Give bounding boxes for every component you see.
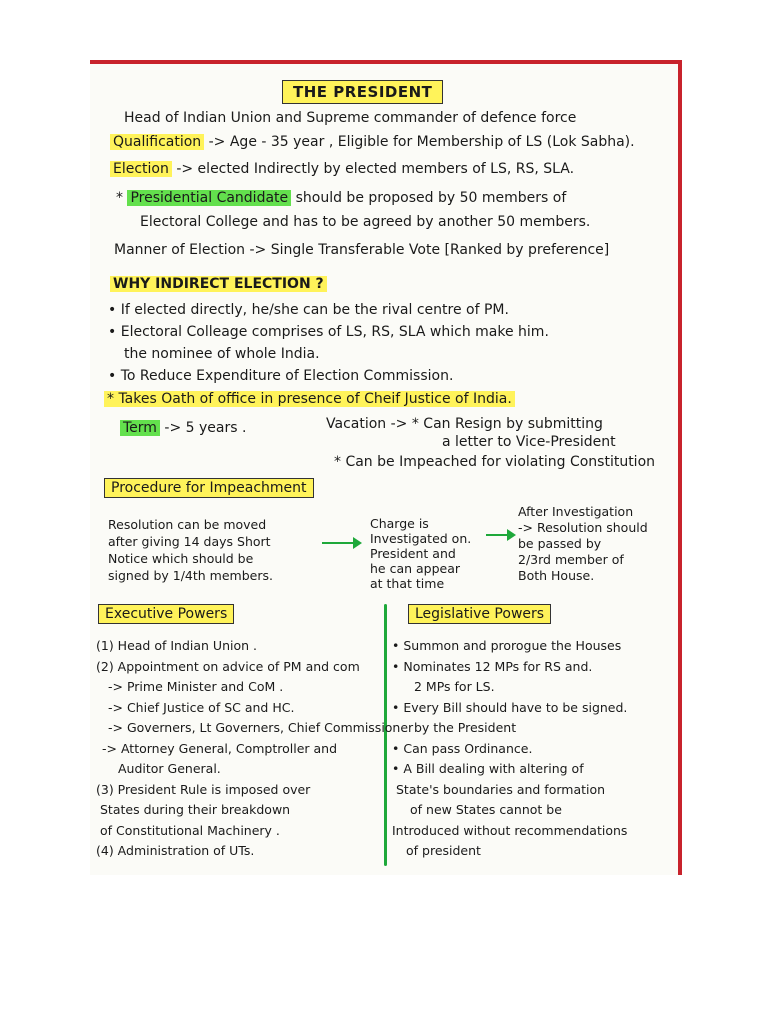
legislative-item: • Every Bill should have to be signed. bbox=[392, 699, 628, 715]
step2-line: at that time bbox=[370, 576, 445, 591]
vacation-line: Vacation -> * Can Resign by submitting bbox=[326, 416, 603, 432]
candidate-label: Presidential Candidate bbox=[127, 190, 291, 206]
executive-item: (3) President Rule is imposed over bbox=[96, 781, 311, 797]
step3-line: be passed by bbox=[518, 536, 602, 551]
why-point-1: • If elected directly, he/she can be the rival centre of PM. bbox=[108, 302, 509, 318]
executive-powers-heading bbox=[98, 604, 234, 624]
term-line bbox=[120, 420, 246, 436]
why-indirect-heading bbox=[110, 276, 327, 292]
step1-line: Notice which should be bbox=[108, 551, 254, 566]
step1-line: signed by 1/4th members. bbox=[108, 568, 273, 583]
step2-line: President and bbox=[370, 546, 456, 561]
why-point-2: • Electoral Colleage comprises of LS, RS, SLA which make him. bbox=[108, 324, 549, 340]
executive-powers-list bbox=[96, 636, 413, 862]
manner-of-election: Manner of Election -> Single Transferable Vote [Ranked by preference] bbox=[114, 242, 610, 258]
step2-line: he can appear bbox=[370, 561, 461, 576]
step3-line: After Investigation bbox=[518, 504, 634, 519]
executive-item: -> Attorney General, Comptroller and bbox=[102, 740, 338, 756]
qualification-text: -> Age - 35 year , Eligible for Membership of LS (Lok Sabha). bbox=[208, 134, 635, 150]
step1-line: Resolution can be moved bbox=[108, 517, 267, 532]
executive-item: -> Prime Minister and CoM . bbox=[108, 679, 284, 694]
executive-item: Auditor General. bbox=[118, 761, 221, 776]
why-point-4-text: To Reduce Expenditure of Election Commission. bbox=[120, 368, 454, 384]
candidate-line bbox=[116, 190, 566, 206]
step2-line: Investigated on. bbox=[370, 531, 472, 546]
why-indirect-heading-text: WHY INDIRECT ELECTION ? bbox=[110, 276, 327, 292]
executive-item: -> Governers, Lt Governers, Chief Commissioner bbox=[108, 720, 414, 735]
legislative-powers-list bbox=[392, 636, 627, 862]
executive-powers-heading-text: Executive Powers bbox=[105, 606, 228, 622]
executive-item: -> Chief Justice of SC and HC. bbox=[108, 699, 295, 715]
legislative-item: by the President bbox=[414, 720, 517, 735]
executive-item: States during their breakdown bbox=[100, 802, 291, 817]
election-line bbox=[110, 161, 574, 177]
candidate-bullet: * bbox=[116, 190, 123, 206]
executive-item: (2) Appointment on advice of PM and com bbox=[96, 658, 360, 674]
why-point-2-text: Electoral Colleage comprises of LS, RS, SLA which make him. bbox=[120, 324, 549, 340]
legislative-item: Introduced without recommendations bbox=[392, 822, 628, 838]
step3-line: 2/3rd member of bbox=[518, 552, 624, 567]
candidate-line2: Electoral College and has to be agreed by another 50 members. bbox=[140, 214, 591, 230]
step2-line: Charge is bbox=[370, 516, 429, 531]
executive-item: (1) Head of Indian Union . bbox=[96, 638, 257, 653]
why-point-3: the nominee of whole India. bbox=[124, 346, 320, 362]
qualification-line bbox=[110, 134, 635, 150]
impeachment-arrow-2 bbox=[486, 534, 514, 536]
impeachment-step-2 bbox=[370, 516, 471, 591]
legislative-item: 2 MPs for LS. bbox=[414, 679, 495, 694]
impeachment-heading-text: Procedure for Impeachment bbox=[111, 480, 307, 496]
candidate-line1: should be proposed by 50 members of bbox=[295, 190, 567, 206]
impeachment-heading bbox=[104, 478, 314, 498]
legislative-powers-heading-text: Legislative Powers bbox=[415, 606, 545, 622]
notes-page bbox=[90, 60, 682, 875]
page-title-text: THE PRESIDENT bbox=[293, 83, 433, 101]
impeachment-step-1 bbox=[108, 516, 308, 584]
term-value: -> 5 years . bbox=[164, 420, 247, 436]
election-label: Election bbox=[110, 161, 172, 177]
oath-text: * Takes Oath of office in presence of Cheif Justice of India. bbox=[104, 391, 515, 407]
term-label: Term bbox=[120, 420, 160, 436]
why-point-4: • To Reduce Expenditure of Election Commission. bbox=[108, 368, 454, 384]
why-point-1-text: If elected directly, he/she can be the rival centre of PM. bbox=[120, 302, 509, 318]
qualification-label: Qualification bbox=[110, 134, 204, 150]
impeachment-arrow-1 bbox=[322, 542, 360, 544]
legislative-item: of president bbox=[406, 843, 481, 858]
legislative-item: • Summon and prorogue the Houses bbox=[392, 638, 622, 653]
step3-line: -> Resolution should bbox=[518, 520, 648, 535]
step3-line: Both House. bbox=[518, 568, 595, 583]
election-text: -> elected Indirectly by elected members of LS, RS, SLA. bbox=[176, 161, 575, 177]
step1-line: after giving 14 days Short bbox=[108, 534, 271, 549]
intro-text: Head of Indian Union and Supreme commander of defence force bbox=[124, 110, 577, 126]
impeachment-step-3 bbox=[518, 504, 648, 584]
oath-line bbox=[104, 391, 515, 407]
vacation-line-3: * Can be Impeached for violating Constitution bbox=[334, 454, 656, 470]
legislative-item: State's boundaries and formation bbox=[396, 781, 606, 797]
executive-item: (4) Administration of UTs. bbox=[96, 843, 255, 858]
legislative-item: • A Bill dealing with altering of bbox=[392, 761, 584, 776]
legislative-item: of new States cannot be bbox=[410, 802, 562, 817]
legislative-item: • Can pass Ordinance. bbox=[392, 740, 533, 756]
page-title bbox=[282, 80, 443, 104]
executive-item: of Constitutional Machinery . bbox=[100, 822, 280, 838]
vacation-line-2: a letter to Vice-President bbox=[442, 434, 616, 450]
legislative-powers-heading bbox=[408, 604, 551, 624]
legislative-item: • Nominates 12 MPs for RS and. bbox=[392, 658, 593, 674]
